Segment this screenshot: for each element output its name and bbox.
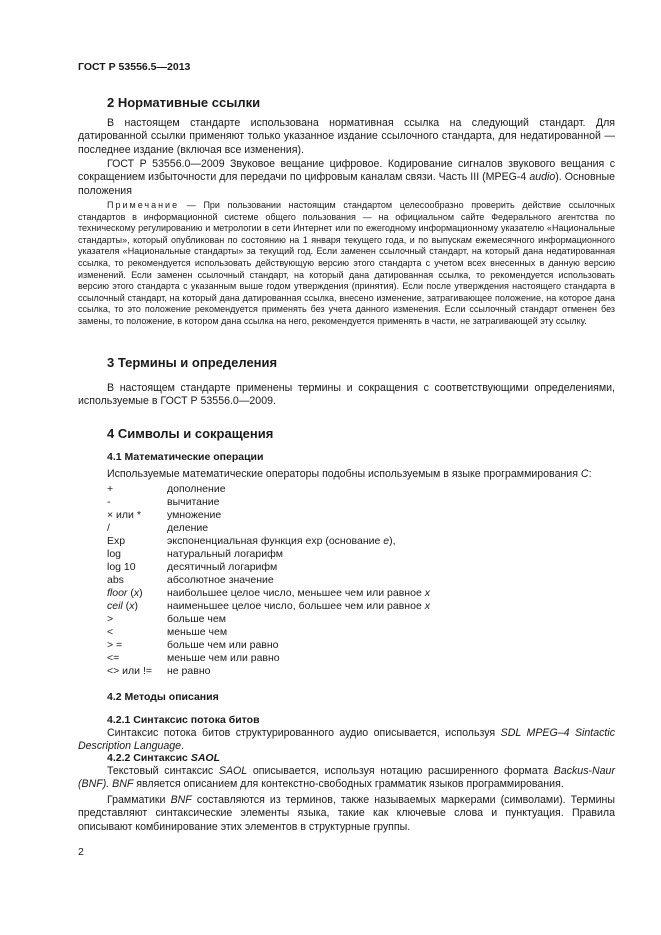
section-4-2-2-paragraph-2	[78, 794, 615, 834]
operator-description	[167, 535, 396, 547]
section-2-p2-italic: audio	[529, 171, 556, 184]
desc-end: ),	[389, 535, 396, 547]
s422-p1-italic-2: Backus-Naur (BNF). BNF	[78, 765, 615, 791]
s422-p1-text-2: описывается, используя нотацию расширенного формата	[247, 765, 554, 777]
s422-p2-text-2: составляются из терминов, также называемых маркерами (символами). Термины представляют синтаксические элементы языка, такие как ключевые слова и пунктуация. Правила описывают комбинирование этих элементов в структурные группы.	[78, 794, 615, 833]
operator-description: не равно	[167, 665, 211, 677]
desc-text: наименьшее целое число, большее чем или равное	[167, 600, 425, 612]
operator-symbol: >	[107, 613, 114, 625]
operator-description: меньше чем или равно	[167, 652, 280, 664]
sym-end: )	[134, 600, 138, 612]
sym-italic: floor	[107, 587, 128, 599]
desc-italic: e	[383, 535, 390, 547]
document-standard-number: ГОСТ Р 53556.5—2013	[78, 61, 191, 73]
operator-symbol: <=	[107, 652, 120, 664]
section-2-p2-end: ). Основные положения	[78, 171, 616, 197]
intro-italic: C	[580, 468, 589, 480]
s421-italic: SDL MPEG–4 Sintactic Description Language	[78, 727, 615, 753]
operator-description: дополнение	[167, 483, 226, 495]
operator-symbol: -	[107, 496, 111, 508]
page-number: 2	[78, 846, 84, 858]
s422-title-text: 4.2.2 Синтаксис	[107, 752, 191, 764]
sym-text: (	[127, 587, 134, 599]
s422-p1-text-3: является описанием для контекстно-свободных грамматик языков программирования.	[133, 778, 564, 791]
operator-symbol: abs	[107, 574, 124, 586]
desc-italic: x	[424, 587, 430, 599]
section-2-note	[78, 200, 615, 328]
section-4-1-intro	[78, 468, 615, 481]
operator-symbol: <> или !=	[107, 665, 153, 677]
note-label: Примечание	[107, 200, 180, 210]
operator-symbol: log 10	[107, 561, 136, 573]
section-4-2-1-paragraph	[78, 727, 615, 754]
section-4-title: 4 Символы и сокращения	[107, 426, 274, 441]
s422-p2-text: Грамматики	[107, 794, 171, 806]
section-4-1-title: 4.1 Математические операции	[107, 451, 264, 463]
intro-end: :	[588, 468, 592, 480]
operator-symbol: log	[107, 548, 122, 560]
operator-description: больше чем	[167, 613, 226, 625]
operator-symbol: × или *	[107, 509, 141, 521]
section-2-p2-text: ГОСТ Р 53556.0—2009 Звуковое вещание цифровое. Кодирование сигналов звукового вещания с сокращением избыточности для передачи по цифровым каналам связи. Часть III (MPEG-4	[78, 158, 615, 184]
operator-description	[167, 600, 430, 612]
sym-italic-arg: x	[129, 600, 135, 612]
operator-symbol: +	[107, 483, 114, 495]
section-4-2-title: 4.2 Методы описания	[107, 691, 219, 703]
s422-p1-text: Текстовый синтаксис	[107, 765, 219, 777]
intro-text: Используемые математические операторы подобны используемым в языке программирования	[107, 468, 581, 480]
operator-symbol	[107, 587, 143, 599]
operator-description: умножение	[167, 509, 222, 521]
desc-italic: x	[424, 600, 430, 612]
operator-description	[167, 587, 430, 599]
operator-description: деление	[167, 522, 209, 534]
section-3-paragraph-1: В настоящем стандарте применены термины и сокращения с соответствующими определениями, используемые в ГОСТ Р 53556.0—2009.	[78, 382, 615, 408]
s422-p1-italic-1: SAOL	[218, 765, 248, 777]
section-4-2-1-title: 4.2.1 Синтаксис потока битов	[107, 714, 260, 726]
section-2-paragraph-2	[78, 158, 615, 198]
operator-symbol	[107, 600, 138, 612]
operator-description: натуральный логарифм	[167, 548, 283, 560]
section-4-2-2-title	[107, 752, 220, 764]
desc-text: наибольшее целое число, меньшее чем или равное	[167, 587, 425, 599]
s421-text: Синтаксис потока битов структурированного аудио описывается, используя	[107, 727, 501, 739]
operator-symbol: <	[107, 626, 114, 638]
section-2-paragraph-1: В настоящем стандарте использована нормативная ссылка на следующий стандарт. Для датированной ссылки применяют только указанное издание ссылочного стандарта, для недатированной — последнее издание (включая все изменения).	[78, 117, 615, 156]
note-text: — При пользовании настоящим стандартом целесообразно проверить действие ссылочных стандартов в информационной системе общего пользования — на официальном сайте Федерального агентства по техническому регулированию и метрологии в сети Интернет или по ежегодному информационному указателю «Национальные стандарты», который опубликован по состоянию на 1 января текущего года, и по выпускам ежемесячного информационного указателя «Национальные стандарты» за текущий год. Если заменен ссылочный стандарт, на который дана недатированная ссылка, то рекомендуется использовать действующую версию этого стандарта с учетом всех внесенных в данную версию изменений. Если заменен ссылочный стандарт, на который дана датированная ссылка, то рекомендуется использовать версию этого стандарта с указанным выше годом утверждения (принятия). Если после утверждения настоящего стандарта в ссылочный стандарт, на который дана датированная ссылка, внесено изменение, затрагивающее положение, на которое дана ссылка, то это положение рекомендуется применять без учета данного изменения. Если ссылочный стандарт отменен без замены, то положение, в котором дана ссылка на него, рекомендуется применять в части, не затрагивающей эту ссылку.	[78, 200, 615, 326]
s422-title-italic: SAOL	[190, 752, 220, 764]
operator-description: больше чем или равно	[167, 639, 279, 651]
operator-symbol: /	[107, 522, 110, 534]
s421-end: .	[181, 740, 185, 753]
operator-description: десятичный логарифм	[167, 561, 278, 573]
sym-italic-arg: x	[133, 587, 140, 599]
desc-text: экспоненциальная функция exp (основание	[167, 535, 384, 547]
sym-text: (	[122, 600, 130, 612]
operator-symbol: > =	[107, 639, 123, 651]
s422-p2-italic: BNF	[170, 794, 192, 806]
sym-italic: ceil	[107, 600, 123, 612]
operator-description: абсолютное значение	[167, 574, 274, 586]
operator-symbol: Exp	[107, 535, 126, 547]
operator-description: меньше чем	[167, 626, 228, 638]
section-2-title: 2 Нормативные ссылки	[107, 95, 261, 110]
section-3-title: 3 Термины и определения	[107, 355, 278, 370]
section-4-2-2-paragraph-1	[78, 765, 615, 792]
sym-end: )	[139, 587, 143, 599]
operator-description: вычитание	[167, 496, 220, 508]
